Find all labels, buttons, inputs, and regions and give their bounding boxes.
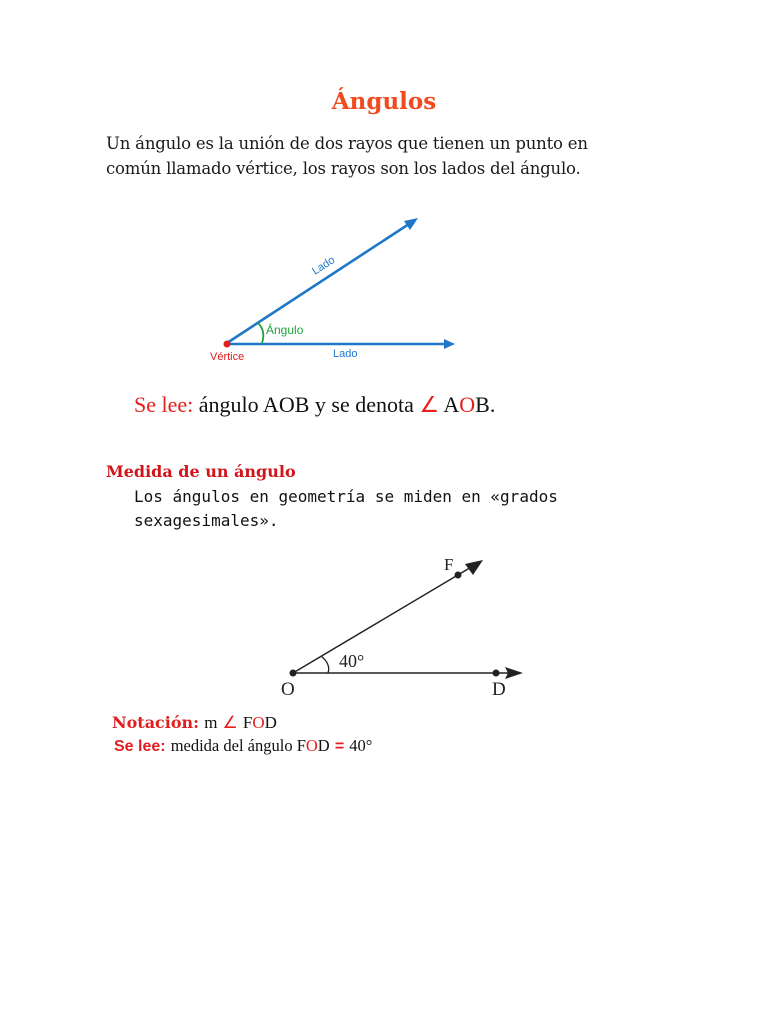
equals-sign: = [334, 738, 345, 755]
read-measure-text: medida del ángulo F [170, 736, 306, 755]
notation-line [112, 713, 277, 733]
label-o: O [281, 679, 295, 700]
arrowhead-top [404, 218, 418, 230]
se-lee-label: Se lee: [114, 738, 166, 755]
lado-bottom-label: Lado [333, 348, 358, 360]
read-measure-line [114, 736, 372, 756]
read-aob-text: ángulo AOB y se denota [198, 392, 414, 417]
medida-line-2: sexagesimales». [134, 511, 279, 530]
read-aob [134, 392, 495, 418]
angle-symbol: ∠ [419, 392, 440, 417]
label-f: F [444, 555, 454, 574]
read-measure-o: O [305, 736, 318, 755]
letter-o: O [459, 392, 476, 417]
angle-symbol: ∠ [222, 713, 238, 732]
letter-a: A [443, 392, 460, 417]
notacion-d: D [264, 713, 277, 732]
vertice-label: Vértice [210, 351, 245, 363]
letter-b: B. [475, 392, 496, 417]
angle-arc [258, 323, 263, 343]
point-o [290, 670, 297, 677]
angle-arc [321, 656, 329, 673]
label-d: D [492, 679, 506, 700]
intro-line-1: Un ángulo es la unión de dos rayos que tienen un punto en [106, 134, 588, 153]
notacion-m: m [204, 713, 218, 732]
read-measure-d: D [317, 736, 330, 755]
angulo-label: Ángulo [266, 323, 304, 337]
angle-fod-diagram [275, 550, 535, 700]
section-title-medida: Medida de un ángulo [106, 462, 296, 481]
ray-top [227, 222, 412, 343]
arrowhead-f [465, 560, 483, 575]
intro-line-2: común llamado vértice, los rayos son los lados del ángulo. [106, 159, 581, 178]
arrowhead-bottom [444, 339, 455, 349]
vertex-point [224, 341, 231, 348]
page-title: Ángulos [331, 88, 437, 115]
ray-of [293, 566, 473, 673]
point-f [455, 572, 462, 579]
lado-top-label: Lado [310, 254, 338, 278]
read-measure-value: 40° [349, 736, 373, 755]
angle-parts-diagram [200, 205, 470, 365]
point-d [493, 670, 500, 677]
measure-label: 40° [339, 651, 365, 671]
se-lee-label: Se lee: [134, 392, 194, 417]
medida-line-1: Los ángulos en geometría se miden en «grados [134, 487, 558, 506]
notacion-o: O [252, 713, 265, 732]
notacion-f: F [242, 713, 253, 732]
notacion-label: Notación: [112, 713, 200, 732]
